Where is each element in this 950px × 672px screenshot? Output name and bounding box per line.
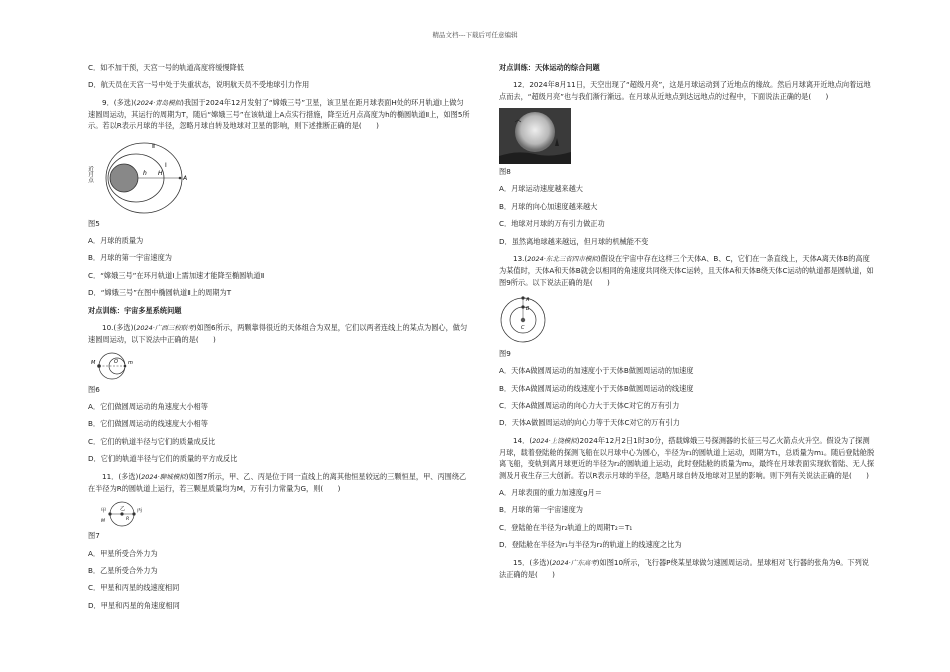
fig6-right-label: m [128,359,133,366]
q11-option-a: A．甲星所受合外力为 [88,548,158,558]
section-heading-multistar: 对点训练：宇宙多星系统问题 [88,305,182,315]
q15-source: 2024·广东高考 [552,558,597,567]
figure-6 [88,352,148,382]
figure-8-caption: 图8 [499,167,511,177]
q10-source: 2024·广西三校联考 [136,324,194,333]
q11-pre: 11．(多选)( [102,471,142,481]
question-9 [88,97,470,132]
q9-option-a: A．月球的质量为 [88,236,144,246]
fig7-label-c: 丙 [137,508,143,515]
fig7-mass-label: M [101,519,105,525]
fig5-h: h [143,169,147,177]
q10-text: )如图6所示，两颗靠得很近的天体组合为双星，它们以两者连线上的某点为圆心，做匀速圆周运动，以下说法中正确的是( ) [88,323,468,345]
q11-option-b: B．乙星所受合外力为 [88,565,158,575]
q11-option-d: D．甲星和丙星的角速度相同 [88,600,180,610]
fig5-H: H [158,169,163,177]
q9-option-b: B．月球的第一宇宙速度为 [88,253,172,263]
q12-option-b: B．月球的向心加速度越来越大 [499,201,598,211]
fig6-left-label: M [91,359,96,366]
q13-source: 2024·东北三省四市模拟 [527,254,598,263]
fig6-center-label: O [114,358,118,365]
fig7-radius-label: R [126,517,130,523]
figure-9-caption: 图9 [499,348,511,358]
question-10 [88,322,470,346]
figure-7-caption: 图7 [88,531,100,541]
q13-option-b: B．天体A做圆周运动的线速度小于天体B做圆周运动的线速度 [499,383,694,393]
question-15 [499,557,875,581]
question-12: 12．2024年8月11日，天空出现了“超级月亮”，这是月球运动到了近地点的缘故。然后月球离开近地点向着远地点而去，“超级月亮”也与我们渐行渐远。在月球从近地点到达远地点的过程中，下面说法正确的是( ) [499,80,871,101]
question-14 [499,435,875,481]
question-13 [499,253,875,288]
figure-5-caption: 图5 [88,218,100,228]
q12-option-d: D．虽然离地球越来越远，但月球的机械能不变 [499,236,649,246]
q9-num: 9． [102,97,114,107]
option-c-prev: C．如不加干预，天宫一号的轨道高度将缓慢降低 [88,63,244,72]
q12-option-a: A．月球运动速度越来越大 [499,184,583,194]
q9-option-d: D．“嫦娥三号”在图中椭圆轨道Ⅱ上的周期为T [88,288,232,298]
q9-pre: (多选)( [113,97,137,107]
fig5-track2: Ⅱ [152,142,155,150]
q10-option-a: A．它们做圆周运动的角速度大小相等 [88,402,208,411]
figure-9 [499,294,549,346]
q9-option-c: C．“嫦娥三号”在环月轨道Ⅰ上需加速才能降至椭圆轨道Ⅱ [88,270,265,280]
q10-pre: 10.(多选)( [102,323,137,333]
page-header: 精品文档---下载后可任意编辑 [432,31,518,39]
left-column [88,62,470,617]
q14-pre: 14．( [513,435,533,445]
q11-source: 2024·聊城模拟 [141,472,186,481]
q14-option-c: C．登陆舱在半径为r₂轨道上的周期T₂＝T₁ [499,522,633,532]
q9-text: )我国于2024年12月发射了“嫦娥三号”卫星，该卫星在距月球表面H处的环月轨道Ⅰ上做匀速圆周运动，其运行的周期为T，随后“嫦娥三号”在该轨道上A点实行措施，降至近月点高度为h的椭圆轨道Ⅱ上，如图5所示。若以R表示月球的半径，忽略月球自转及地球对卫星的影响，则下述推断正确的是( ) [88,97,470,131]
q14-text: )2024年12月2日1时30分，搭载嫦娥三号探测器的长征三号乙火箭点火升空。假设为了探测月球，载着登陆舱的探测飞船在以月球中心为圆心，半径为r₁的圆轨道上运动，周期为T₁，总质量为m₁。随后登陆舱脱离飞船，变轨到离月球更近的半径为r₂的圆轨道上运动，此时登陆舱的质量为m₂，最终在月球表面实现软着陆、无人探测及月夜生存三大创新。若以R表示月球的半径，忽略月球自转及地球对卫星的影响。则下列有关说法正确的是( ) [499,435,875,480]
q13-text: )假设在宇宙中存在这样三个天体A、B、C，它们在一条直线上，天体A离天体B的高度为某值时，天体A和天体B就会以相同的角速度共同绕天体C运转，且天体A和天体B绕天体C运动的轨道都是圆轨道，如图9所示。以下说法正确的是( ) [499,253,874,287]
figure-8-supermoon-photo [499,108,571,164]
q13-option-d: D．天体A做圆周运动的向心力等于天体C对它的万有引力 [499,418,680,428]
section-heading-comprehensive: 对点训练：天体运动的综合问题 [499,63,600,72]
figure-5 [88,138,198,216]
q10-option-c: C．它们的轨道半径与它们的质量成反比 [88,436,216,446]
fig9-label-c: C [521,324,525,331]
fig9-label-a: A [526,296,530,303]
q13-option-c: C．天体A做圆周运动的向心力大于天体C对它的万有引力 [499,401,680,410]
fig7-label-b: 乙 [120,506,126,513]
q15-text: )如图10所示，飞行器P绕某星球做匀速圆周运动。星球相对飞行器的张角为θ。下列说法正确的是( ) [499,557,869,579]
q11-option-c: C．甲星和丙星的线速度相同 [88,583,180,593]
fig5-track1: Ⅰ [165,161,167,169]
q10-option-d: D．它们的轨道半径与它们的质量的平方成反比 [88,454,238,464]
q14-option-d: D．登陆舱在半径为r₁与半径为r₂的轨道上的线速度之比为 [499,540,682,550]
right-column [499,62,875,586]
q13-pre: 13.( [513,253,528,263]
q9-source: 2024·青岛模拟 [136,98,182,107]
fig5-A: A [183,174,188,182]
fig9-label-b: B [526,305,530,312]
q12-option-c: C．地球对月球的万有引力做正功 [499,219,605,229]
figure-7 [88,500,158,528]
q10-option-b: B．它们做圆周运动的线速度大小相等 [88,419,208,429]
option-d-prev: D．航天员在天宫一号中处于失重状态，说明航天员不受地球引力作用 [88,80,310,90]
q15-pre: 15．(多选)( [513,557,553,567]
fig7-label-a: 甲 [101,508,107,515]
q14-option-a: A．月球表面的重力加速度g月＝ [499,488,602,498]
question-11 [88,471,470,495]
figure-6-caption: 图6 [88,384,100,394]
q14-option-b: B．月球的第一宇宙速度为 [499,505,583,515]
q14-source: 2024·上饶模拟 [532,436,577,445]
fig5-side-label: 近月点 [87,165,93,183]
q13-option-a: A．天体A做圆周运动的加速度小于天体B做圆周运动的加速度 [499,366,694,376]
q11-text: )如图7所示，甲、乙、丙是位于同一直线上的离其他恒星较远的三颗恒星，甲、丙围绕乙在半径为R的圆轨道上运行，若三颗星质量均为M，万有引力常量为G，则( ) [88,471,467,493]
